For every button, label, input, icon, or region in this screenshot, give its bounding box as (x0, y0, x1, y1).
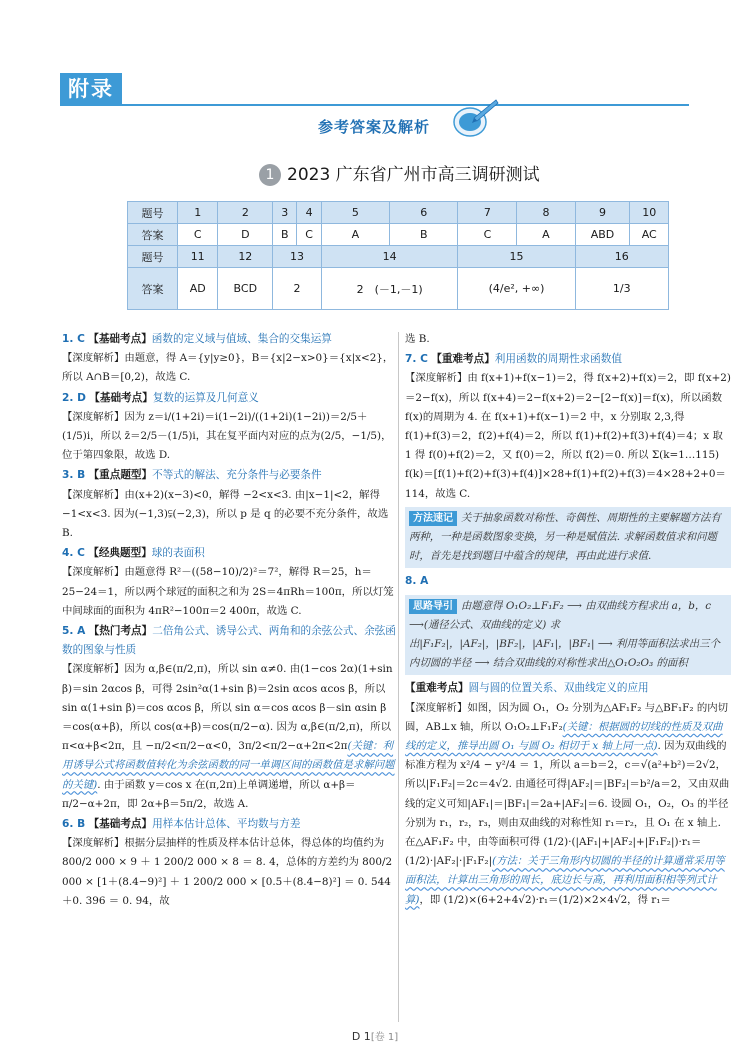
method-hint: (方法：关于三角形内切圆的半径的计算通常采用等面积法，计算出三角形的周长，底边长与高，再利用面积相等列式计算) (405, 855, 725, 906)
left-column (62, 330, 396, 912)
table-cell: A (517, 224, 575, 246)
table-cell: 11 (178, 246, 218, 268)
question-topic: 用样本估计总体、平均数与方差 (152, 818, 301, 831)
table-cell: AC (630, 224, 669, 246)
key-hint: (关键：根据圆的切线的性质及双曲线的定义，推导出圆 O₁ 与圆 O₂ 相切于 x 轴上同一点) (405, 720, 723, 753)
question-tag: 【基础考点】 (88, 333, 152, 345)
table-cell: 8 (517, 202, 575, 224)
table-cell: 12 (218, 246, 273, 268)
question-topic: 利用函数的周期性求函数值 (494, 353, 622, 366)
solution-tail: . 由于函数 y＝cos x 在(π,2π)上单调递增，所以 α+β＝π/2−α+2π，即 2α+β＝5π/2，故选 A. (62, 778, 356, 810)
solution-item (62, 622, 396, 814)
table-cell: 2 (273, 268, 322, 310)
appendix-rule (122, 104, 689, 106)
solution-text (405, 699, 731, 910)
question-tag: 【热门考点】 (88, 625, 153, 638)
method-note-label: 方法速记 (409, 511, 457, 526)
method-note-box (405, 507, 731, 569)
question-number: 6. B (62, 818, 86, 831)
method-note-text: 关于抽象函数对称性、奇偶性、周期性的主要解题方法有两种，一种是函数图象变换，另一种是赋值法. 求解函数值求和问题时，首先是找到题目中蕴含的规律，再由此进行求值. (409, 511, 721, 563)
question-topic: 函数的定义域与值域、集合的交集运算 (151, 333, 332, 345)
solution-text: 【深度解析】由 f(x+1)+f(x−1)＝2，得 f(x+2)+f(x)＝2，即 f(x+2)＝2−f(x)，所以 f(x+4)＝2−f(x+2)＝2−[2−f(x)]＝f(x)，所以函数 f(x)的周期为 4. 在 f(x+1)+f(x−1)＝2 中，x 分别取 2,3,得 f(1)+f(3)＝2，f(2)+f(4)＝2，所以 f(1)+f(2)+f(3)+f(4)＝4；x 取 1 得 f(0)+f(2)＝2，又 f(0)＝2，所以 f(2)＝0. 所以 Σ(k=1…115) f(k)＝[f(1)+f(2)+f(3)+f(4)]×28+f(1)+f(2)+f(3)＝4×28+2+0＝114，故选 C. (405, 372, 731, 500)
question-topic: 复数的运算及几何意义 (152, 391, 259, 404)
row-label: 答案 (128, 224, 178, 246)
table-cell: B (390, 224, 458, 246)
solution-text (62, 660, 396, 814)
solution-body: 【深度解析】因为 α,β∈(π/2,π)，所以 sin α≠0. 由(1−cos 2α)(1+sin β)＝sin 2αcos β，可得 2sin²α(1+sin β)＝2sin αcos αcos β，所以 sin α(1+sin β)＝cos αcos β，所以 sin α＝cos αcos β－sin αsin β＝cos(α+β)，所以 cos(α+β)＝cos(π/2−α). 因为 α,β∈(π/2,π)，所以 π<α+β<2π，且 −π/2<π/2−α<0，3π/2<π/2−α+2π<2π (62, 663, 393, 753)
solution-text: 【深度解析】由题意得 R²－((58−10)/2)²＝7²，解得 R＝25，h＝25−24＝1，所以两个球冠的面积之和为 2S＝4πRh＝100π，所以灯笼中间球面的面积为 4πR²−100π＝2 400π，故选 C. (62, 566, 394, 617)
table-cell: 9 (575, 202, 630, 224)
solution-item (62, 389, 396, 466)
table-cell: D (218, 224, 273, 246)
table-cell: ABD (575, 224, 630, 246)
question-number: 8. A (405, 575, 429, 588)
table-cell: BCD (218, 268, 273, 310)
key-hint: (关键：利用诱导公式将函数值转化为余弦函数的同一单调区间的函数值是求解问题的关键) (62, 740, 395, 791)
thinking-guide-box (405, 595, 731, 676)
question-topic: 二倍角公式、诱导公式、两角和的余弦公式、余弦函数的图象与性质 (62, 625, 396, 657)
table-cell: 4 (297, 202, 321, 224)
volume-label: [卷 1] (370, 1032, 399, 1043)
solution-item (62, 330, 396, 388)
page-footer (0, 1028, 750, 1043)
solution-item (62, 466, 396, 543)
table-cell: B (273, 224, 297, 246)
table-cell: 7 (458, 202, 517, 224)
question-topic: 不等式的解法、充分条件与必要条件 (152, 469, 322, 482)
test-title (259, 160, 540, 186)
solution-text: 【深度解析】由题意，得 A＝{y|y≥0}，B＝{x|2−x>0}＝{x|x<2}，所以 A∩B＝[0,2)，故选 C. (62, 352, 394, 384)
solution-item (62, 544, 396, 621)
table-cell: 16 (575, 246, 668, 268)
right-column (405, 330, 731, 911)
table-row (128, 202, 669, 224)
pen-badge-icon (444, 98, 500, 140)
question-number: 1. C (62, 333, 85, 345)
row-label: 题号 (128, 246, 178, 268)
table-cell: (4/e², +∞) (458, 268, 575, 310)
table-row (128, 246, 669, 268)
answer-section-title: 参考答案及解析 (318, 118, 431, 136)
question-number: 3. B (62, 469, 86, 482)
question-tag: 【基础考点】 (89, 391, 153, 404)
solution-item (405, 350, 731, 504)
table-cell: AD (178, 268, 218, 310)
table-cell: C (297, 224, 321, 246)
table-cell: 2 (218, 202, 273, 224)
question-tag: 【重难考点】 (405, 682, 469, 695)
table-cell: 2 (－1,－1) (321, 268, 458, 310)
thinking-guide-label: 思路导引 (409, 599, 457, 614)
appendix-label: 附录 (60, 73, 122, 106)
solution-tail: ，即 (1/2)×(6+2+4√2)·r₁＝(1/2)×2×4√2，得 r₁＝ (419, 893, 671, 906)
table-cell: 1 (178, 202, 218, 224)
question-topic: 圆与圆的位置关系、双曲线定义的应用 (468, 682, 649, 695)
question-tag: 【重点题型】 (88, 469, 153, 482)
test-title-text: 2023 广东省广州市高三调研测试 (287, 165, 540, 185)
question-number: 7. C (405, 353, 428, 366)
table-cell: 3 (273, 202, 297, 224)
answer-table (127, 201, 669, 310)
table-cell: 10 (630, 202, 669, 224)
question-number: 2. D (62, 391, 86, 404)
column-divider (398, 332, 399, 1022)
solution-item (405, 330, 731, 349)
table-cell: A (321, 224, 389, 246)
solution-text: 选 B. (405, 333, 430, 345)
question-tag: 【重难考点】 (431, 353, 495, 366)
solution-body: 【深度解析】如图，因为圆 O₁，O₂ 分别为△AF₁F₂ 与△BF₁F₂ 的内切圆，AB⊥x 轴，所以 O₁O₂⊥F₁F₂ (405, 701, 729, 733)
table-cell: 1/3 (575, 268, 668, 310)
table-cell: 13 (273, 246, 322, 268)
solution-item (405, 572, 731, 909)
table-row (128, 224, 669, 246)
question-number: 5. A (62, 625, 86, 638)
table-row (128, 268, 669, 310)
table-cell: C (178, 224, 218, 246)
question-tag: 【经典题型】 (88, 547, 152, 560)
solution-body: . 因为双曲线的标准方程为 x²/4 − y²/4 ＝ 1，所以 a＝b＝2，c＝√(a²+b²)＝2√2，所以|F₁F₂|＝2c＝4√2. 由通径可得|AF₂|＝|BF₂|＝b²/a＝2，又由双曲线的定义可知|AF₁|＝|BF₁|＝2a+|AF₂|＝6. 设圆 O₁，O₂，O₃ 的半径分别为 r₁，r₂，r₃，则由双曲线的对称性知 r₁＝r₂，且 O₁ 在 x 轴上. 在△AF₁F₂ 中，由等面积可得 (1/2)·(|AF₁|+|AF₂|+|F₁F₂|)·r₁＝(1/2)·|AF₂|·|F₁F₂| (405, 740, 730, 868)
row-label: 题号 (128, 202, 178, 224)
row-label: 答案 (128, 268, 178, 310)
question-tag: 【基础考点】 (88, 818, 153, 831)
table-cell: C (458, 224, 517, 246)
table-cell: 6 (390, 202, 458, 224)
solution-text: 【深度解析】因为 z＝i/(1+2i)＝i(1−2i)/((1+2i)(1−2i))＝2/5＋(1/5)i，所以 z̄＝2/5－(1/5)i，其在复平面内对应的点为(2/5，−1/5)，位于第四象限，故选 D. (62, 410, 392, 462)
thinking-guide-text: 由题意得 O₁O₂⊥F₁F₂ ⟶ 由双曲线方程求出 a，b，c ⟶(通径公式、双曲线的定义) 求出|F₁F₂|，|AF₂|，|BF₂|，|AF₁|，|BF₁| ⟶ 利用等面积法求出三个内切圆的半径 ⟶ 结合双曲线的对称性求出△O₁O₂O₃ 的面积 (409, 599, 720, 670)
table-cell: 15 (458, 246, 575, 268)
test-number-badge: 1 (259, 164, 281, 186)
question-topic: 球的表面积 (151, 547, 205, 560)
table-cell: 14 (321, 246, 458, 268)
solution-text: 【深度解析】根据分层抽样的性质及样本估计总体，得总体的均值约为 800/2 000 × 9 ＋ 1 200/2 000 × 8 ＝ 8. 4，总体的方差约为 800/2 000 × [1＋(8.4−9)²] ＋ 1 200/2 000 × [0.5＋(8.4−8)²] ＝ 0. 544＋0. 396 ＝ 0. 94，故 (62, 837, 393, 907)
page-number: D 1 (351, 1030, 371, 1043)
solution-text: 【深度解析】由(x+2)(x−3)<0，解得 −2<x<3. 由|x−1|<2，解得 −1<x<3. 因为(−1,3)⫋(−2,3)，所以 p 是 q 的必要不充分条件，故选 B. (62, 488, 389, 540)
question-number: 4. C (62, 547, 85, 560)
solution-item (62, 815, 396, 911)
table-cell: 5 (321, 202, 389, 224)
